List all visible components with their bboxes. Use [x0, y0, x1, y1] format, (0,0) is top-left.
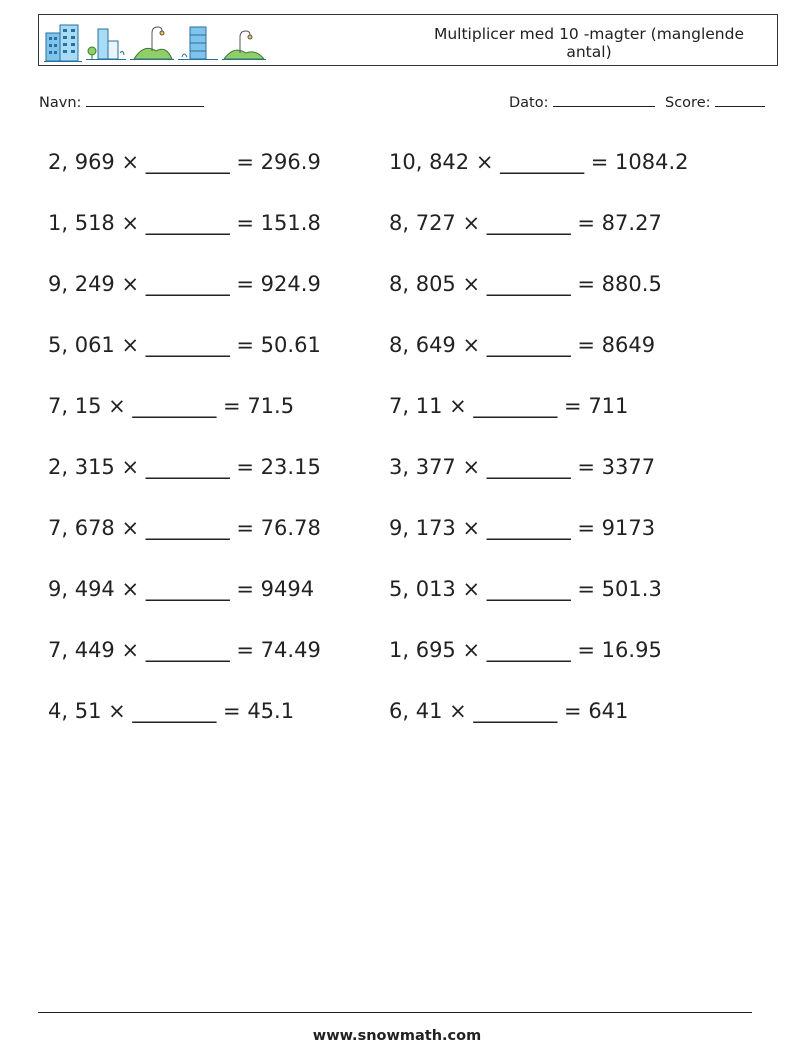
- problem-right-9: 1, 695 × ________ = 16.95: [389, 638, 662, 662]
- footer-divider: [38, 1012, 752, 1013]
- problem-right-4: 8, 649 × ________ = 8649: [389, 333, 656, 357]
- problem-left-8: 9, 494 × ________ = 9494: [48, 577, 315, 601]
- problem-right-5: 7, 11 × ________ = 711: [389, 394, 629, 418]
- problem-right-1: 10, 842 × ________ = 1084.2: [389, 150, 689, 174]
- city-skyline-icon: [86, 23, 126, 63]
- date-label: Dato:: [509, 95, 549, 111]
- problem-right-2: 8, 727 × ________ = 87.27: [389, 211, 662, 235]
- problem-right-6: 3, 377 × ________ = 3377: [389, 455, 656, 479]
- score-line[interactable]: [715, 94, 765, 107]
- score-label: Score:: [665, 95, 711, 111]
- problem-right-10: 6, 41 × ________ = 641: [389, 699, 629, 723]
- problem-left-6: 2, 315 × ________ = 23.15: [48, 455, 321, 479]
- problem-left-2: 1, 518 × ________ = 151.8: [48, 211, 321, 235]
- footer-url[interactable]: www.snowmath.com: [312, 1028, 482, 1044]
- problem-right-7: 9, 173 × ________ = 9173: [389, 516, 656, 540]
- problem-right-8: 5, 013 × ________ = 501.3: [389, 577, 662, 601]
- park-trees-icon: [130, 23, 174, 63]
- park-lamp-icon: [222, 23, 266, 63]
- problem-left-3: 9, 249 × ________ = 924.9: [48, 272, 321, 296]
- score-field: [665, 94, 765, 111]
- name-line[interactable]: [86, 94, 204, 107]
- problem-right-3: 8, 805 × ________ = 880.5: [389, 272, 662, 296]
- tower-building-icon: [178, 23, 218, 63]
- problem-left-1: 2, 969 × ________ = 296.9: [48, 150, 321, 174]
- problem-left-7: 7, 678 × ________ = 76.78: [48, 516, 321, 540]
- header-icons: [44, 21, 266, 63]
- header-box: [38, 14, 778, 66]
- worksheet-title: Multiplicer med 10 -magter (manglende antal): [433, 25, 745, 61]
- date-field: [509, 94, 655, 111]
- problem-left-4: 5, 061 × ________ = 50.61: [48, 333, 321, 357]
- problem-left-10: 4, 51 × ________ = 45.1: [48, 699, 295, 723]
- name-field: [39, 94, 204, 111]
- office-buildings-icon: [44, 23, 82, 63]
- date-line[interactable]: [553, 94, 655, 107]
- problem-left-9: 7, 449 × ________ = 74.49: [48, 638, 321, 662]
- name-label: Navn:: [39, 95, 82, 111]
- problem-left-5: 7, 15 × ________ = 71.5: [48, 394, 295, 418]
